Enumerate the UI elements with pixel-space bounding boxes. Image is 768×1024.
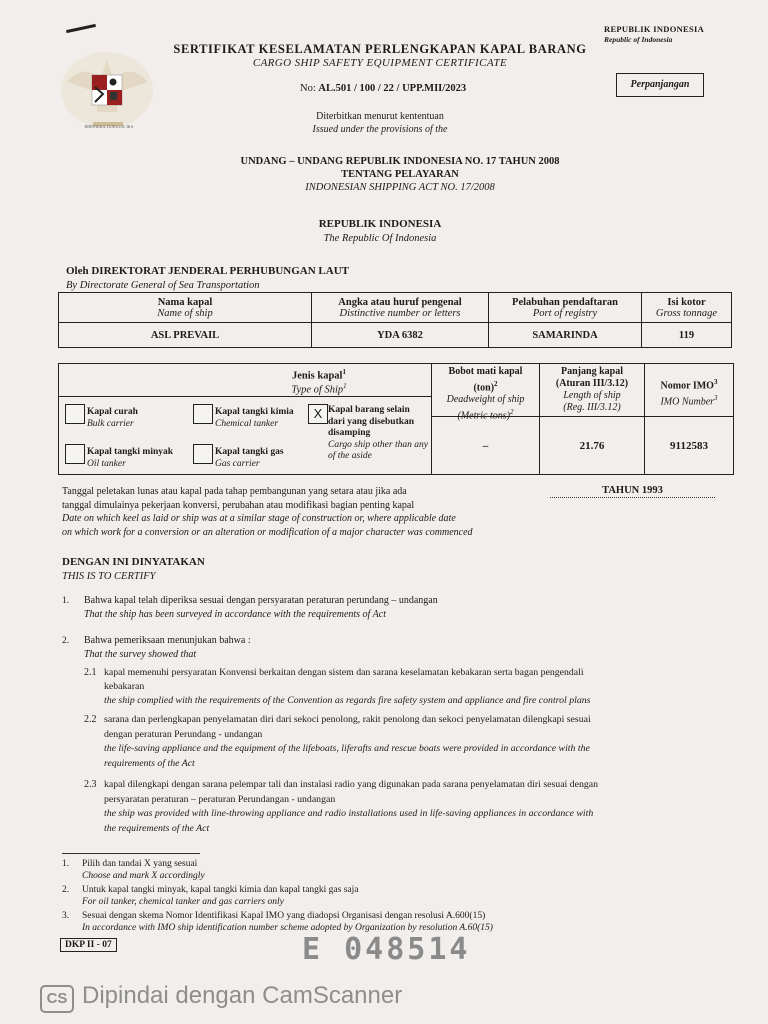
deadweight-en-sup: 2 <box>510 408 514 417</box>
certify-sub-2-1-id-2: kebakaran <box>104 681 145 692</box>
gas-carrier-label <box>215 446 284 470</box>
other-cargo-label-id: Kapal barang selain dari yang disebutkan disamping <box>328 405 415 438</box>
imo-en-sup: 3 <box>714 394 718 403</box>
type-header-divider <box>59 396 431 397</box>
deadweight-sup: 2 <box>494 380 498 388</box>
chemical-tanker-label <box>215 406 294 430</box>
deadweight-header-id: Bobot mati kapal <box>448 366 523 377</box>
footnote-3-id: Sesuai dengan skema Nomor Identifikasi Kapal IMO yang diadopsi Organisasi dengan resolusi A.600(15) <box>82 911 486 921</box>
imo-sup: 3 <box>713 378 718 386</box>
garuda-emblem-icon <box>55 42 160 137</box>
port-value: SAMARINDA <box>489 323 642 348</box>
certify-item-1-number: 1. <box>62 596 70 606</box>
certify-sub-2-3 <box>104 778 734 836</box>
garuda-emblem <box>55 42 160 137</box>
status-box <box>616 73 704 97</box>
ship-table-header-row <box>59 293 732 323</box>
deadweight-header-en-2: (Metric tons) <box>457 410 510 422</box>
gas-carrier-label-en: Gas carrier <box>215 459 260 469</box>
issuing-authority-en: By Directorate General of Sea Transportation <box>66 280 260 291</box>
footnote-2-id: Untuk kapal tangki minyak, kapal tangki kimia dan kapal tangki gas saja <box>82 885 359 895</box>
certify-sub-2-2 <box>104 713 734 771</box>
certificate-number <box>300 83 466 94</box>
imo-header-en: IMO Number <box>660 396 715 408</box>
issued-under-en: Issued under the provisions of the <box>312 124 448 135</box>
footnote-3-en: In accordance with IMO ship identification number scheme adopted by Organization by resolution A.60(15) <box>82 923 493 933</box>
certify-sub-2-1 <box>104 666 734 708</box>
length-header-en-2: (Reg. III/3.12) <box>563 402 621 413</box>
footnote-3-number: 3. <box>62 911 70 921</box>
ship-particulars-table <box>58 292 732 348</box>
republic-label: REPUBLIK INDONESIA <box>318 218 442 230</box>
oil-tanker-checkbox[interactable] <box>65 444 85 464</box>
certify-sub-2-2-id-1: sarana dan perlengkapan penyelamatan diri dari sekoci penolong, rakit penolong dan sekoci penyelamatan dilengkapi sesuai <box>104 714 591 725</box>
camscanner-text: Dipindai dengan CamScanner <box>82 982 403 1009</box>
certify-item-2-number: 2. <box>62 636 70 646</box>
ship-table-value-row <box>59 323 732 348</box>
header-ship-name-en: Name of ship <box>157 307 213 319</box>
footnote-1-en: Choose and mark X accordingly <box>82 871 205 881</box>
ship-type-table <box>58 363 734 475</box>
gas-carrier-label-id: Kapal tangki gas <box>215 447 284 457</box>
gross-tonnage-value: 119 <box>642 323 732 348</box>
footnote-1 <box>82 858 205 882</box>
certify-sub-2-3-en-2: the requirements of the Act <box>104 822 210 834</box>
certificate-title-en: CARGO SHIP SAFETY EQUIPMENT CERTIFICATE <box>252 57 508 69</box>
certify-sub-2-2-number: 2.2 <box>84 714 97 725</box>
oil-tanker-label-en: Oil tanker <box>87 459 126 469</box>
certificate-title: SERTIFIKAT KESELAMATAN PERLENGKAPAN KAPAL BARANG <box>173 42 587 56</box>
header-port-id: Pelabuhan pendaftaran <box>512 296 618 308</box>
bulk-carrier-label-en: Bulk carrier <box>87 419 134 429</box>
type-header-id: Jenis kapal <box>292 370 343 382</box>
footnote-3 <box>82 910 493 934</box>
length-header <box>540 366 644 414</box>
serial-number: E 048514 <box>302 932 471 967</box>
certify-item-2 <box>84 634 724 662</box>
type-header <box>209 368 429 395</box>
camscanner-logo-icon <box>40 985 74 1013</box>
header-ship-name-id: Nama kapal <box>157 296 213 308</box>
header-gross-tonnage-id: Isi kotor <box>667 296 706 308</box>
certify-item-1 <box>84 594 724 622</box>
certify-title-en: THIS IS TO CERTIFY <box>62 571 156 582</box>
type-header-en: Type of Ship <box>291 384 344 395</box>
certify-title: DENGAN INI DINYATAKAN <box>62 556 205 568</box>
header-distinctive <box>312 293 489 323</box>
header-distinctive-en: Distinctive number or letters <box>339 307 461 319</box>
certify-sub-2-3-en-1: the ship was provided with line-throwing appliance and radio installations used in life-saving appliances in accordance with <box>104 808 594 819</box>
keel-date-value: TAHUN 1993 <box>550 485 715 498</box>
oil-tanker-label-id: Kapal tangki minyak <box>87 447 174 457</box>
act-title: UNDANG – UNDANG REPUBLIK INDONESIA NO. 17 TAHUN 2008 <box>240 156 560 167</box>
pen-stroke <box>66 24 96 33</box>
act-subtitle: TENTANG PELAYARAN <box>341 169 459 180</box>
footnote-1-number: 1. <box>62 859 70 869</box>
certify-sub-2-3-id-2: persyaratan peraturan – peraturan Perundangan - undangan <box>104 793 336 805</box>
emblem-caption: BHINNEKA TUNGGAL IKA <box>84 124 134 129</box>
republic-label-en: The Republic Of Indonesia <box>323 233 437 244</box>
other-cargo-label-en: Cargo ship other than any of the aside <box>328 439 428 461</box>
gas-carrier-checkbox[interactable] <box>193 444 213 464</box>
oil-tanker-label <box>87 446 173 470</box>
type-header-en-sup: 1 <box>343 381 347 390</box>
header-port <box>489 293 642 323</box>
keel-line-1: Tanggal peletakan lunas atau kapal pada tahap pembangunan yang setara atau jika ada <box>62 486 407 497</box>
length-header-id-2: (Aturan III/3.12) <box>555 378 629 389</box>
footnote-1-id: Pilih dan tandai X yang sesuai <box>82 859 198 869</box>
certificate-number-label: No: <box>300 83 316 94</box>
bulk-carrier-checkbox[interactable] <box>65 404 85 424</box>
chemical-tanker-checkbox[interactable] <box>193 404 213 424</box>
other-cargo-checkbox[interactable]: X <box>308 404 328 424</box>
header-gross-tonnage-en: Gross tonnage <box>655 307 718 319</box>
deadweight-header <box>432 366 539 423</box>
certify-item-2-en: That the survey showed that <box>84 649 197 660</box>
form-code-box <box>60 938 117 952</box>
ship-name-value: ASL PREVAIL <box>59 323 312 348</box>
deadweight-value: – <box>482 440 489 452</box>
footnote-2-en: For oil tanker, chemical tanker and gas carriers only <box>82 897 284 907</box>
keel-date-text <box>62 485 562 539</box>
certify-item-1-id: Bahwa kapal telah diperiksa sesuai dengan persyaratan peraturan perundang – undangan <box>84 595 438 606</box>
other-cargo-label <box>328 405 428 463</box>
certify-sub-2-2-id-2: dengan peraturan Perundang - undangan <box>104 728 263 740</box>
certify-sub-2-1-id-1: kapal memenuhi persyaratan Konvensi berkaitan dengan sistem dan sarana keselamatan kebakaran serta bagan pengendali <box>104 667 584 678</box>
certify-item-1-en: That the ship has been surveyed in accordance with the requirements of Act <box>84 609 386 620</box>
bulk-carrier-label-id: Kapal curah <box>87 407 138 417</box>
certify-sub-2-3-number: 2.3 <box>84 779 97 790</box>
keel-line-4: on which work for a conversion or an alteration or modification of a major character was commenced <box>62 526 473 538</box>
header-distinctive-id: Angka atau huruf pengenal <box>338 296 462 308</box>
act-title-en: INDONESIAN SHIPPING ACT NO. 17/2008 <box>305 182 495 193</box>
footnote-divider <box>62 853 200 854</box>
header-ship-name <box>59 293 312 323</box>
keel-line-2: tanggal dimulainya pekerjaan konversi, perubahan atau modifikasi bagian penting kapal <box>62 499 415 511</box>
certify-sub-2-2-en-1: the life-saving appliance and the equipment of the lifeboats, liferafts and rescue boats were provided in accordance with the <box>104 743 590 754</box>
length-header-id: Panjang kapal <box>561 366 623 377</box>
distinctive-value: YDA 6382 <box>312 323 489 348</box>
imo-value: 9112583 <box>670 440 708 452</box>
keel-line-3: Date on which keel as laid or ship was at a similar stage of construction or, where applicable date <box>62 513 456 524</box>
form-code: DKP II - 07 <box>65 940 112 950</box>
country-label: REPUBLIK INDONESIA <box>604 24 705 34</box>
bulk-carrier-label <box>87 406 138 430</box>
certify-sub-2-1-en-1: the ship complied with the requirements of the Convention as regards fire safety system and appliance and fire control plans <box>104 695 591 706</box>
certify-item-2-id: Bahwa pemeriksaan menunjukan bahwa : <box>84 635 251 646</box>
header-gross-tonnage <box>642 293 732 323</box>
imo-header-id: Nomor IMO <box>660 380 714 392</box>
type-header-sup: 1 <box>342 368 346 376</box>
camscanner-logo-text: CS <box>46 990 68 1007</box>
imo-header <box>645 376 733 409</box>
footnote-2 <box>82 884 358 908</box>
status-box-label: Perpanjangan <box>630 79 690 90</box>
chemical-tanker-label-en: Chemical tanker <box>215 419 279 429</box>
certify-sub-2-3-id-1: kapal dilengkapi dengan sarana pelempar tali dan instalasi radio yang digunakan pada sarana penyelamatan diri sesuai dengan <box>104 779 599 790</box>
certify-sub-2-1-number: 2.1 <box>84 667 97 678</box>
certificate-number-value: AL.501 / 100 / 22 / UPP.MII/2023 <box>318 83 467 94</box>
deadweight-header-en: Deadweight of ship <box>446 394 525 406</box>
certify-sub-2-2-en-2: requirements of the Act <box>104 757 195 769</box>
header-port-en: Port of registry <box>532 307 598 319</box>
country-label-en: Republic of Indonesia <box>604 35 673 44</box>
chemical-tanker-label-id: Kapal tangki kimia <box>215 407 294 417</box>
length-header-en: Length of ship <box>563 390 621 401</box>
length-value: 21.76 <box>579 440 605 452</box>
issued-under: Diterbitkan menurut kententuan <box>316 111 444 122</box>
issuing-authority: Oleh DIREKTORAT JENDERAL PERHUBUNGAN LAUT <box>66 265 349 277</box>
footnote-2-number: 2. <box>62 885 70 895</box>
deadweight-header-id-2: (ton) <box>473 382 495 394</box>
